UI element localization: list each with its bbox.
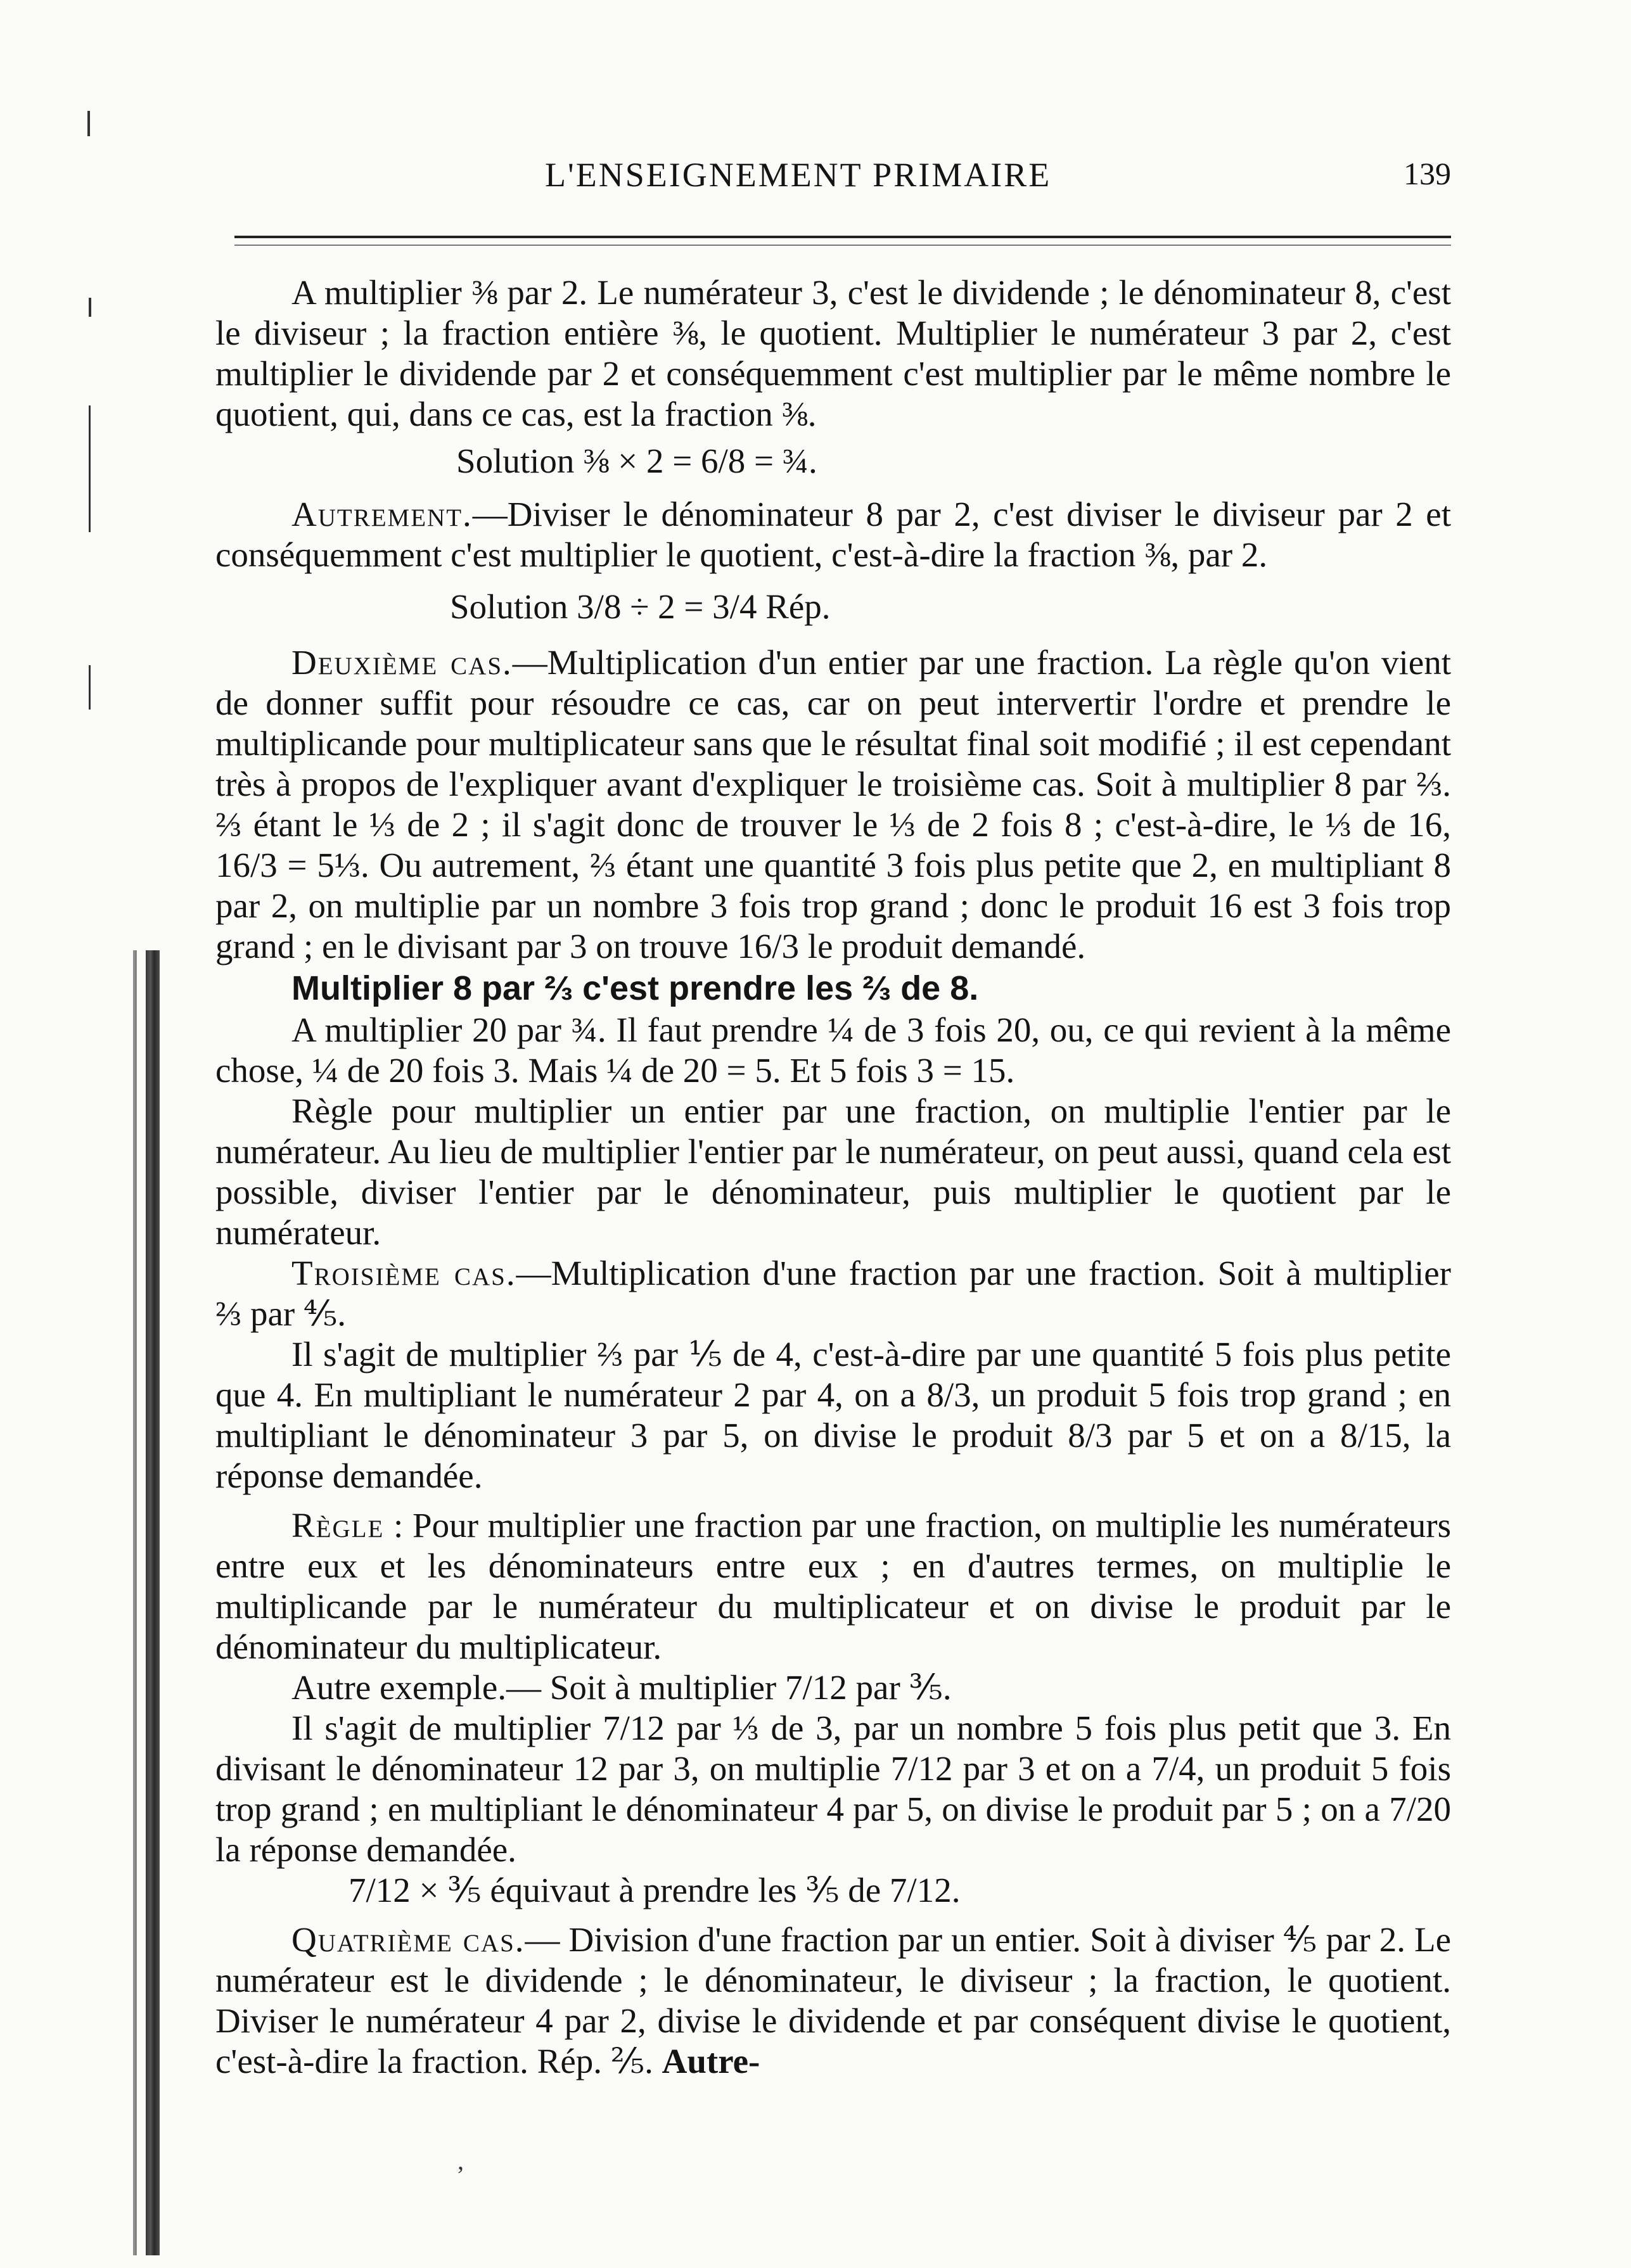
section-label: Troisième cas. bbox=[291, 1254, 516, 1292]
paragraph bbox=[215, 642, 1451, 967]
paragraph-text: —Multiplication d'une fraction par une fraction. Soit à multiplier ⅔ par ⅘. bbox=[215, 1254, 1451, 1333]
paragraph: A multiplier ⅜ par 2. Le numérateur 3, c'est le dividende ; le dénominateur 8, c'est le diviseur ; la fraction entière ⅜, le quotient. Multiplier le numérateur 3 par 2, c'est multiplier le dividende par 2 et conséquemment c'est multiplier par le même nombre le quotient, qui, dans ce cas, est la fraction ⅜. bbox=[215, 273, 1451, 433]
paragraph: Règle pour multiplier un entier par une fraction, on multiplie l'entier par le numérateur. Au lieu de multiplier l'entier par le numérateur, on peut aussi, quand cela est possible, diviser l'entier par le dénominateur, puis multiplier le quotient par le numérateur. bbox=[215, 1092, 1451, 1252]
section-label: Règle bbox=[291, 1506, 385, 1545]
binding-edge-line bbox=[133, 950, 137, 2255]
paragraph: Il s'agit de multiplier 7/12 par ⅓ de 3, par un nombre 5 fois plus petit que 3. En divisant le dénominateur 12 par 3, on multiplie 7/12 par 3 et on a 7/4, un produit 5 fois trop grand ; en multipliant le dénominateur 4 par 5, on divise le produit par 5 ; on a 7/20 la réponse demandée. bbox=[215, 1709, 1451, 1869]
page-number: 139 bbox=[1404, 156, 1451, 191]
page-header bbox=[234, 155, 1451, 212]
paragraph bbox=[215, 1920, 1451, 2082]
ink-speck: ʼ bbox=[456, 2161, 465, 2189]
formula: Solution 3/8 ÷ 2 = 3/4 Rép. bbox=[450, 587, 831, 626]
page-body bbox=[215, 272, 1451, 2082]
paragraph: Autre exemple.— Soit à multiplier 7/12 par ⅗. bbox=[291, 1668, 952, 1707]
header-rule-thin bbox=[234, 245, 1451, 246]
section-label: Deuxième cas. bbox=[291, 643, 513, 682]
binding-edge-shadow bbox=[146, 950, 160, 2255]
bold-statement: Multiplier 8 par ⅔ c'est prendre les ⅔ de 8. bbox=[291, 969, 979, 1007]
section-label: Autrement. bbox=[291, 495, 473, 533]
equivalence: 7/12 × ⅗ équivaut à prendre les ⅗ de 7/12. bbox=[349, 1871, 961, 1909]
formula: Solution ⅜ × 2 = 6/8 = ¾. bbox=[456, 442, 817, 480]
paragraph bbox=[215, 1253, 1451, 1334]
margin-mark bbox=[89, 405, 91, 532]
paragraph bbox=[215, 1505, 1451, 1667]
paragraph-text: — Division d'une fraction par un entier. Soit à diviser ⅘ par 2. Le numérateur est le dividende ; le dénominateur, le diviseur ; la fraction, le quotient. Diviser le numérateur 4 par 2, divise le dividende et par conséquent divise le quotient, c'est-à-dire la fraction. Rép. ⅖. bbox=[215, 1920, 1451, 2080]
running-title: L'ENSEIGNEMENT PRIMAIRE bbox=[545, 156, 1052, 194]
paragraph-text: —Diviser le dénominateur 8 par 2, c'est diviser le diviseur par 2 et conséquemment c'est multiplier le quotient, c'est-à-dire la fraction ⅜, par 2. bbox=[215, 495, 1451, 574]
paragraph bbox=[215, 494, 1451, 575]
margin-mark bbox=[89, 665, 91, 710]
paragraph-text: : Pour multiplier une fraction par une fraction, on multiplie les numérateurs entre eux et les dénominateurs entre eux ; en d'autres termes, on multiplie le multiplicande par le numérateur du multiplicateur et on divise le produit par le dénominateur du multiplicateur. bbox=[215, 1506, 1451, 1666]
margin-mark bbox=[87, 111, 90, 136]
continued-word: Autre- bbox=[662, 2042, 760, 2080]
margin-mark bbox=[89, 298, 91, 317]
paragraph: Il s'agit de multiplier ⅔ par ⅕ de 4, c'est-à-dire par une quantité 5 fois plus petite que 4. En multipliant le numérateur 2 par 4, on a 8/3, un produit 5 fois trop grand ; en multipliant le dénominateur 3 par 5, on divise le produit 8/3 par 5 et on a 8/15, la réponse demandée. bbox=[215, 1335, 1451, 1495]
paragraph: A multiplier 20 par ¾. Il faut prendre ¼ de 3 fois 20, ou, ce qui revient à la même chose, ¼ de 20 fois 3. Mais ¼ de 20 = 5. Et 5 fois 3 = 15. bbox=[215, 1010, 1451, 1090]
header-rule bbox=[234, 236, 1451, 238]
paragraph-text: —Multiplication d'un entier par une fraction. La règle qu'on vient de donner suffit pour résoudre ce cas, car on peut intervertir l'ordre et prendre le multiplicande pour multiplicateur sans que le résultat final soit modifié ; il est cependant très à propos de l'expliquer avant d'expliquer le troisième cas. Soit à multiplier 8 par ⅔. ⅔ étant le ⅓ de 2 ; il s'agit donc de trouver le ⅓ de 2 fois 8 ; c'est-à-dire, le ⅓ de 16, 16/3 = 5⅓. Ou autrement, ⅔ étant une quantité 3 fois plus petite que 2, en multipliant 8 par 2, on multiplie par un nombre 3 fois trop grand ; donc le produit 16 est 3 fois trop grand ; en le divisant par 3 on trouve 16/3 le produit demandé. bbox=[215, 643, 1451, 965]
section-label: Quatrième cas. bbox=[291, 1920, 525, 1959]
